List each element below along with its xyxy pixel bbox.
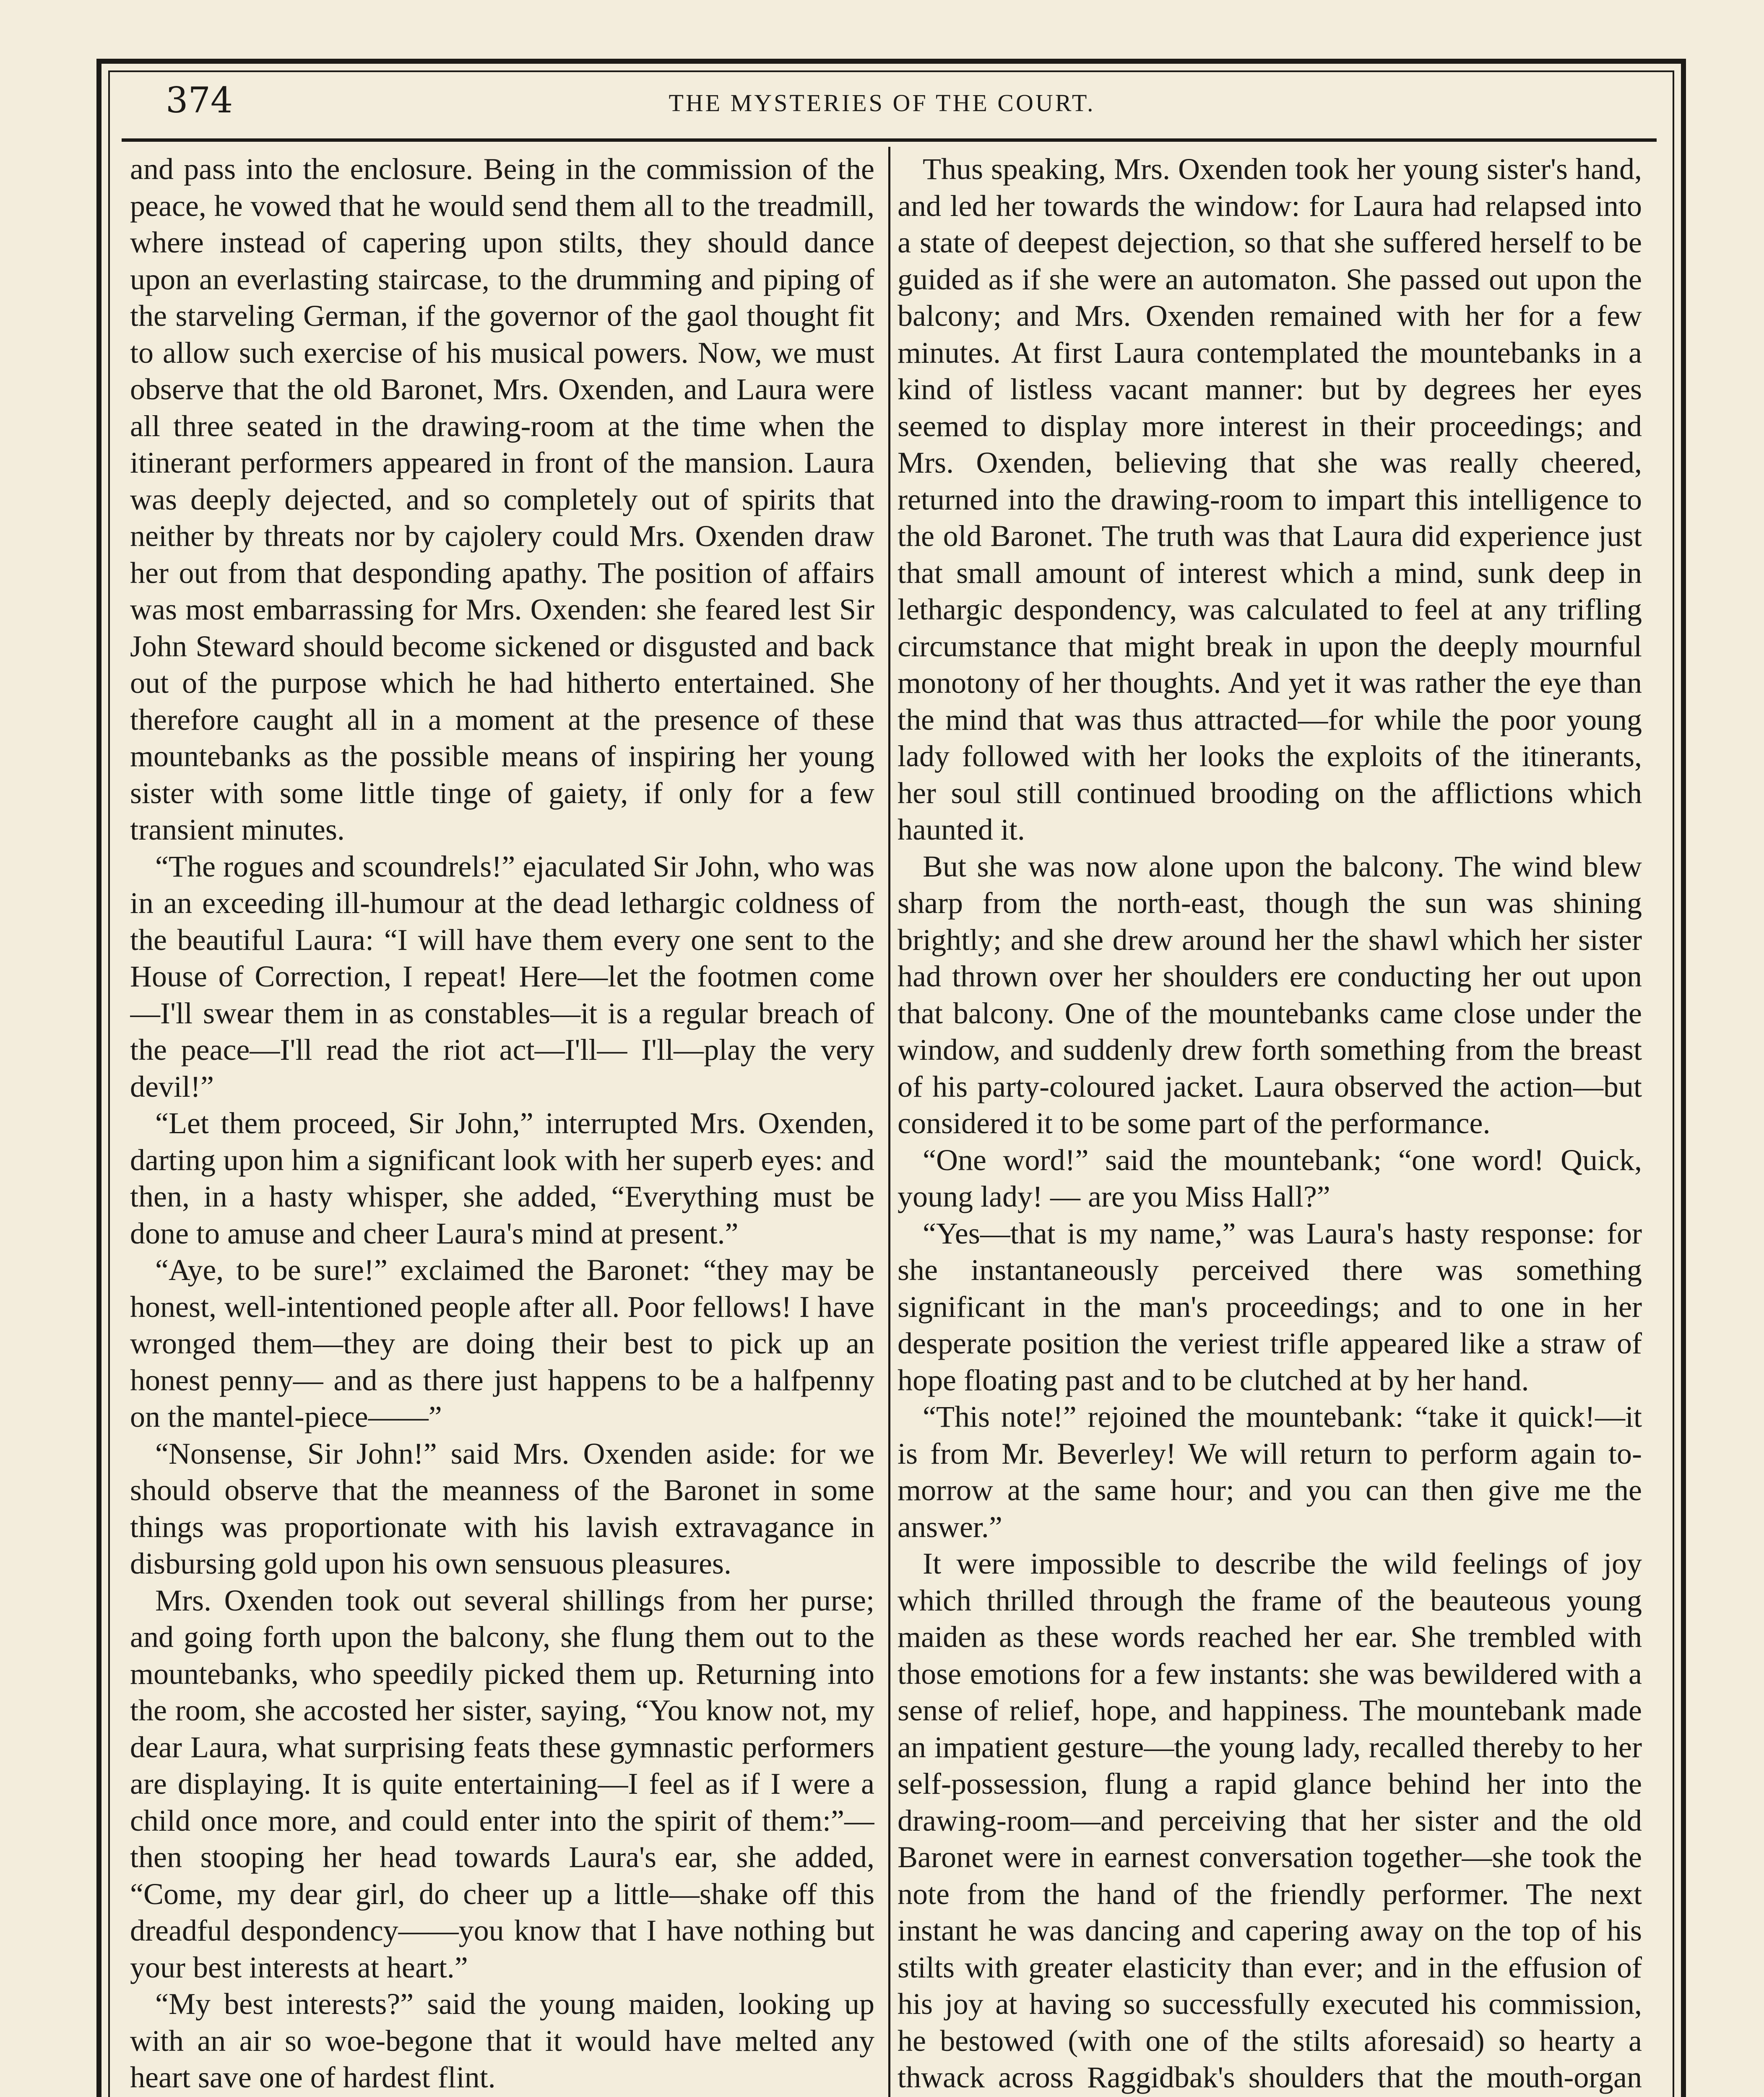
column-divider [888, 147, 890, 2097]
paragraph: It were impossible to describe the wild feelings of joy which thrilled through the frame of the beauteous young maiden as these words reached her ear. She trembled with those emotions for a few instants: she was bewildered with a sense of relief, hope, and happiness. The mountebank made an impatient gesture—the young lady, recalled thereby to her self-possession, flung a rapid glance behind her into the drawing-room—and perceiving that her sister and the old Baronet were in earnest conversation together—she took the note from the hand of the friendly performer. The next instant he was dancing and capering away on the top of his stilts with greater elasticity than ever; and in the effusion of his joy at having so successfully executed his commission, he bestowed (with one of the stilts aforesaid) so hearty a thwack across Raggidbak's shoulders that the mouth-organ [898, 1547, 1642, 2094]
header-rule [122, 138, 1657, 142]
paragraph: “One word!” said the mountebank; “one word! Quick, young lady! — are you Miss Hall?” [898, 1143, 1642, 1213]
left-column [130, 151, 874, 2097]
right-column [898, 151, 1642, 2097]
paragraph: “Yes—that is my name,” was Laura's hasty response: for she instantaneously perceived there was something significant in the man's proceedings; and to one in her desperate position the veriest trifle appeared like a straw of hope floating past and to be clutched at by her hand. [898, 1216, 1642, 1397]
paragraph: “Aye, to be sure!” exclaimed the Baronet: “they may be honest, well-intentioned people after all. Poor fellows! I have wronged them—they are doing their best to pick up an honest penny— and as there just happens to be a halfpenny on the mantel-piece——” [130, 1253, 874, 1434]
paragraph: Mrs. Oxenden took out several shillings from her purse; and going forth upon the balcony, she flung them out to the mountebanks, who speedily picked them up. Returning into the room, she accosted her sister, saying, “You know not, my dear Laura, what surprising feats these gymnastic performers are displaying. It is quite entertaining—I feel as if I were a child once more, and could enter into the spirit of them:”—then stooping her head towards Laura's ear, she added, “Come, my dear girl, do cheer up a little—shake off this dreadful despondency——you know that I have nothing but your best interests at heart.” [130, 1583, 874, 1984]
paragraph: “Let them proceed, Sir John,” interrupted Mrs. Oxenden, darting upon him a significant look with her superb eyes: and then, in a hasty whisper, she added, “Everything must be done to amuse and cheer Laura's mind at present.” [130, 1106, 874, 1250]
paragraph: “My best interests?” said the young maiden, looking up with an air so woe-begone that it would have melted any heart save one of hardest flint. [130, 1987, 874, 2094]
paragraph: Thus speaking, Mrs. Oxenden took her young sister's hand, and led her towards the window: for Laura had relapsed into a state of deepest dejection, so that she suffered herself to be guided as if she were an automaton. She passed out upon the balcony; and Mrs. Oxenden remained with her for a few minutes. At first Laura contemplated the mountebanks in a kind of listless vacant manner: but by degrees her eyes seemed to display more interest in their proceedings; and Mrs. Oxenden, believing that she was really cheered, returned into the drawing-room to impart this intelligence to the old Baronet. The truth was that Laura did experience just that small amount of interest which a mind, sunk deep in lethargic despondency, was calculated to feel at any trifling circumstance that might break in upon the deeply mournful monotony of her thoughts. And yet it was rather the eye than the mind that was thus attracted—for while the poor young lady followed with her looks the exploits of the itinerants, her soul still continued brooding on the afflictions which haunted it. [898, 152, 1642, 846]
paragraph: But she was now alone upon the balcony. The wind blew sharp from the north-east, though the sun was shining brightly; and she drew around her the shawl which her sister had thrown over her shoulders ere conducting her out upon that balcony. One of the mountebanks came close under the window, and suddenly drew forth something from the breast of his party-coloured jacket. Laura observed the action—but considered it to be some part of the performance. [898, 849, 1642, 1140]
paragraph: and pass into the enclosure. Being in the commission of the peace, he vowed that he would send them all to the treadmill, where instead of capering upon stilts, they should dance upon an everlasting staircase, to the drumming and piping of the starveling German, if the governor of the gaol thought fit to allow such exercise of his musical powers. Now, we must observe that the old Baronet, Mrs. Oxenden, and Laura were all three seated in the drawing-room at the time when the itinerant performers appeared in front of the mansion. Laura was deeply dejected, and so completely out of spirits that neither by threats nor by cajolery could Mrs. Oxenden draw her out from that desponding apathy. The position of affairs was most embarrassing for Mrs. Oxenden: she feared lest Sir John Steward should become sickened or disgusted and back out of the purpose which he had hitherto entertained. She therefore caught all in a moment at the presence of these mountebanks as the possible means of inspiring her young sister with some little tinge of gaiety, if only for a few transient minutes. [130, 152, 874, 846]
paragraph: “Nonsense, Sir John!” said Mrs. Oxenden aside: for we should observe that the meanness of the Baronet in some things was proportionate with his lavish extravagance in disbursing gold upon his own sensuous pleasures. [130, 1436, 874, 1580]
page-number: 374 [166, 80, 233, 121]
paragraph: “The rogues and scoundrels!” ejaculated Sir John, who was in an exceeding ill-humour at the dead lethargic coldness of the beautiful Laura: “I will have them every one sent to the House of Correction, I repeat! Here—let the footmen come —I'll swear them in as constables—it is a regular breach of the peace—I'll read the riot act—I'll— I'll—play the very devil!” [130, 849, 874, 1103]
running-title: THE MYSTERIES OF THE COURT. [669, 89, 1095, 117]
paragraph: “This note!” rejoined the mountebank: “take it quick!—it is from Mr. Beverley! We will return to perform again to-morrow at the same hour; and you can then give me the answer.” [898, 1400, 1642, 1544]
